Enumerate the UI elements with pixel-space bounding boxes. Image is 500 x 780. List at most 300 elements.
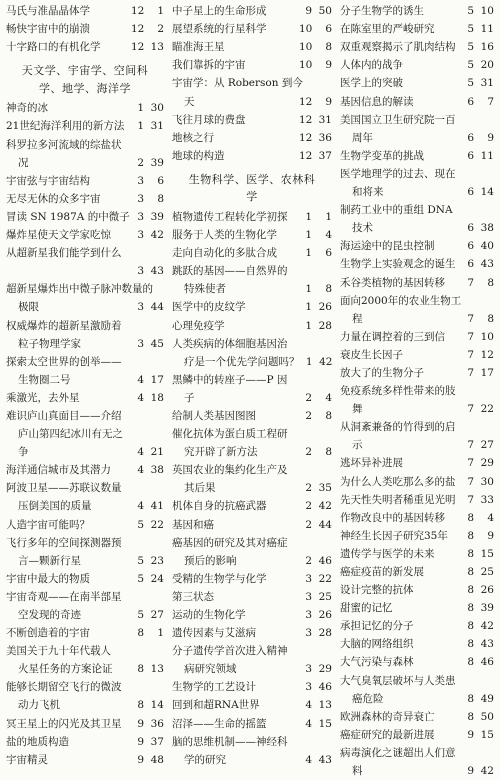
index-entry <box>172 208 332 226</box>
page-number: 25 <box>480 566 494 578</box>
issue-number: 12 <box>299 131 313 144</box>
entry-title: 病研究领域 <box>184 663 237 676</box>
index-entry <box>6 570 164 588</box>
entry-title: 在陈室里的严峻研究 <box>340 23 435 36</box>
entry-title: 人体内的战争 <box>340 59 403 72</box>
index-entry <box>172 552 332 570</box>
index-entry <box>340 527 494 545</box>
entry-title: 冥王星上的闪光及其卫星 <box>6 717 122 730</box>
entry-title: 其后果 <box>184 482 216 495</box>
entry-title: 无尽无休的众多宇宙 <box>6 192 101 205</box>
page-number: 38 <box>150 464 164 477</box>
entry-title: 宇宙学：从 Roberson 到今 <box>172 77 303 90</box>
entry-title: 黑鳞中的转座子——P 因 <box>172 373 288 386</box>
entry-title: 乘激光，去外星 <box>6 391 80 404</box>
entry-title: 脑的思维机制——神经科 <box>172 735 288 748</box>
entry-title: 第三状态 <box>172 590 214 603</box>
index-entry <box>6 244 164 262</box>
entry-title: 地球的构造 <box>172 149 225 162</box>
index-entry <box>340 310 494 328</box>
index-entry <box>172 624 332 642</box>
index-entry <box>340 183 494 201</box>
entry-title: 英国农业的集约化生产及 <box>172 464 288 477</box>
issue-number: 10 <box>299 41 313 54</box>
page-number: 6 <box>325 247 332 260</box>
issue-number: 8 <box>137 627 144 640</box>
entry-title: 宇宙中最大的物质 <box>6 572 90 585</box>
index-entry <box>340 436 494 454</box>
entry-title: 催化抗体为蛋白质工程研 <box>172 428 288 441</box>
page-number: 44 <box>150 301 164 314</box>
issue-number: 5 <box>137 609 144 621</box>
page-number: 4 <box>325 229 332 242</box>
index-entry <box>6 389 164 407</box>
page-number: 33 <box>480 493 494 506</box>
entry-title: 极限 <box>18 301 39 314</box>
issue-number: 3 <box>305 627 312 640</box>
page-number: 26 <box>318 609 332 621</box>
page-number: 17 <box>150 373 164 386</box>
issue-number: 12 <box>299 113 313 126</box>
index-entry <box>6 407 164 425</box>
entry-title: 冒读 SN 1987A 的中微子 <box>6 210 130 223</box>
entry-title: 大气污染与森林 <box>340 656 414 669</box>
index-entry <box>340 201 494 219</box>
entry-title: 大气臭氧层破坏与人类患 <box>340 674 456 687</box>
issue-number: 4 <box>305 717 312 730</box>
index-entry <box>172 678 332 696</box>
index-entry <box>6 714 164 732</box>
issue-number: 7 <box>467 457 474 470</box>
entry-title: 禾谷类植物的基因转移 <box>340 276 445 289</box>
index-entry <box>6 135 164 153</box>
issue-number: 5 <box>467 23 474 36</box>
page-number: 8 <box>487 312 494 325</box>
entry-title: 我们靠拆的宇宙 <box>172 59 246 72</box>
issue-number: 12 <box>131 23 145 36</box>
entry-title: 盐的地质构造 <box>6 735 69 748</box>
index-entry <box>340 147 494 165</box>
entry-title: 宇宙奇观——在南半部星 <box>6 590 122 603</box>
page-number: 38 <box>480 222 494 235</box>
issue-number: 2 <box>305 482 312 495</box>
page-number: 6 <box>325 23 332 36</box>
entry-title: 畅快宇宙中的崩溃 <box>6 23 90 36</box>
issue-number: 10 <box>299 23 313 36</box>
issue-number: 7 <box>467 439 474 452</box>
index-entry <box>340 273 494 291</box>
issue-number: 9 <box>467 765 474 778</box>
page-number: 4 <box>487 511 494 524</box>
index-entry <box>340 708 494 726</box>
page-number: 15 <box>318 717 332 730</box>
issue-number: 4 <box>137 446 144 459</box>
entry-title: 逃坏异补进展 <box>340 457 403 470</box>
index-entry <box>340 38 494 56</box>
entry-title: 放大了的生物分子 <box>340 366 424 379</box>
entry-title: 周年 <box>352 131 373 144</box>
page-number: 29 <box>318 663 332 676</box>
issue-number: 7 <box>467 403 474 416</box>
page-number: 46 <box>318 681 332 694</box>
page-number: 50 <box>480 710 494 723</box>
index-entry <box>340 690 494 708</box>
page-number: 24 <box>150 572 164 585</box>
index-entry <box>172 461 332 479</box>
index-entry <box>340 74 494 92</box>
issue-number: 3 <box>137 192 144 205</box>
index-entry <box>172 443 332 461</box>
index-entry <box>340 292 494 310</box>
issue-number: 8 <box>467 566 474 578</box>
index-entry <box>340 581 494 599</box>
entry-title: 从洞紊兼备的竹得到的启 <box>340 421 456 434</box>
page-number: 16 <box>480 41 494 54</box>
page-number: 1 <box>325 210 332 223</box>
page-number: 46 <box>480 656 494 669</box>
issue-number: 8 <box>137 663 144 676</box>
issue-number: 2 <box>305 500 312 513</box>
index-entry <box>6 660 164 678</box>
page-number: 20 <box>480 59 494 72</box>
page-number: 9 <box>487 131 494 144</box>
index-entry <box>340 255 494 273</box>
index-entry <box>6 226 164 244</box>
index-entry <box>340 418 494 436</box>
issue-number: 6 <box>467 186 474 199</box>
page-number: 8 <box>487 276 494 289</box>
page-number: 36 <box>318 131 332 144</box>
page-number: 43 <box>318 753 332 766</box>
index-entry <box>172 147 332 165</box>
issue-number: 3 <box>137 301 144 314</box>
entry-title: 宇宙精灵 <box>6 753 48 766</box>
entry-title: 宇宙弦与宇宙结构 <box>6 174 90 187</box>
entry-title: 展望系统的行星科学 <box>172 23 267 36</box>
index-entry <box>340 509 494 527</box>
page-number: 49 <box>480 692 494 705</box>
issue-number: 3 <box>137 337 144 350</box>
page-number: 2 <box>157 23 164 36</box>
section-heading-line: 学 <box>246 190 258 204</box>
page-number: 37 <box>318 149 332 162</box>
issue-number: 2 <box>305 409 312 422</box>
index-entry <box>340 671 494 689</box>
page-number: 9 <box>487 529 494 542</box>
page-number: 8 <box>325 446 332 459</box>
page-number: 22 <box>318 572 332 585</box>
page-number: 11 <box>480 23 494 36</box>
issue-number: 2 <box>305 554 312 567</box>
page-number: 45 <box>150 337 164 350</box>
index-entry <box>340 219 494 237</box>
issue-number: 8 <box>467 511 474 524</box>
page-number: 36 <box>150 717 164 730</box>
entry-title: 庐山第四纪冰川有无之 <box>18 428 123 441</box>
entry-title: 超新星爆炸出中微子脉冲数量的 <box>6 283 153 296</box>
entry-title: 神奇的冰 <box>6 102 48 115</box>
issue-number: 1 <box>305 319 312 332</box>
entry-title: 粒子物理学家 <box>18 337 81 350</box>
index-entry <box>172 335 332 353</box>
entry-title: 为什么人类吃那么多的盐 <box>340 475 456 488</box>
index-entry <box>6 154 164 172</box>
index-entry <box>172 56 332 74</box>
entry-title: 飞行多年的空间探测器预 <box>6 536 122 549</box>
page-number: 11 <box>480 149 494 162</box>
index-entry <box>172 38 332 56</box>
entry-title: 制药工业中的重组 DNA <box>340 204 453 217</box>
index-entry <box>340 400 494 418</box>
issue-number: 5 <box>467 59 474 72</box>
issue-number: 8 <box>467 602 474 615</box>
issue-number: 9 <box>137 735 144 748</box>
page-number: 10 <box>480 330 494 343</box>
index-entry <box>340 653 494 671</box>
page-number: 39 <box>150 156 164 169</box>
entry-title: 争 <box>18 446 29 459</box>
issue-number: 1 <box>137 120 144 133</box>
entry-title: 难识庐山真面目——介绍 <box>6 409 122 422</box>
issue-number: 4 <box>305 699 312 712</box>
page-number: 10 <box>480 5 494 18</box>
page-number: 8 <box>325 41 332 54</box>
page-number: 17 <box>480 366 494 379</box>
issue-number: 6 <box>467 149 474 162</box>
entry-title: 运动的生物化学 <box>172 609 246 621</box>
page-number: 46 <box>318 554 332 567</box>
index-entry <box>6 443 164 461</box>
entry-title: 沼泽——生命的摇篮 <box>172 717 267 730</box>
entry-title: 医学上的突破 <box>340 77 403 90</box>
index-entry <box>172 588 332 606</box>
entry-title: 人类疾病的体细胞基因治 <box>172 337 288 350</box>
entry-title: 示 <box>352 439 363 452</box>
page-number: 13 <box>318 699 332 712</box>
index-entry <box>172 696 332 714</box>
issue-number: 6 <box>467 240 474 253</box>
page-number: 8 <box>157 192 164 205</box>
issue-number: 1 <box>305 229 312 242</box>
issue-number: 7 <box>467 366 474 379</box>
index-entry <box>340 563 494 581</box>
issue-number: 3 <box>137 210 144 223</box>
entry-title: 癌危险 <box>352 692 384 705</box>
entry-title: 料 <box>352 765 363 778</box>
index-entry <box>340 617 494 635</box>
issue-number: 9 <box>305 5 312 18</box>
index-entry <box>172 642 332 660</box>
section-heading-line: 学、地学、海洋学 <box>39 81 131 95</box>
index-entry <box>340 491 494 509</box>
index-entry <box>172 2 332 20</box>
index-column-2 <box>172 2 333 766</box>
index-entry <box>172 407 332 425</box>
issue-number: 8 <box>467 656 474 669</box>
index-entry <box>6 335 164 353</box>
issue-number: 1 <box>305 301 312 314</box>
entry-title: 动力飞机 <box>18 699 60 712</box>
section-heading-line: 天文学、宇宙学、空间科 <box>21 64 149 78</box>
issue-number: 4 <box>137 391 144 404</box>
page-number: 26 <box>318 301 332 314</box>
page-number: 14 <box>150 699 164 712</box>
index-entry <box>340 165 494 183</box>
issue-number: 5 <box>467 5 474 18</box>
index-entry <box>172 534 332 552</box>
entry-title: 海洋通信城市及其潜力 <box>6 464 111 477</box>
index-entry <box>172 316 332 334</box>
issue-number: 1 <box>137 102 144 115</box>
page-number: 28 <box>318 627 332 640</box>
index-entry <box>340 328 494 346</box>
index-entry <box>6 678 164 696</box>
index-entry <box>6 461 164 479</box>
entry-title: 植物遗传工程转化学初探 <box>172 210 288 223</box>
issue-number: 3 <box>305 681 312 694</box>
page-number: 39 <box>150 210 164 223</box>
entry-title: 癌基因的研究及其对癌症 <box>172 536 288 549</box>
issue-number: 4 <box>137 464 144 477</box>
issue-number: 8 <box>467 547 474 560</box>
index-entry <box>6 515 164 533</box>
entry-title: 癌症研究的最新进展 <box>340 728 435 741</box>
issue-number: 5 <box>137 554 144 567</box>
entry-title: 美国关于九十年代载人 <box>6 645 111 658</box>
page-number: 8 <box>325 283 332 296</box>
index-entry <box>6 534 164 552</box>
page-number: 42 <box>319 355 333 368</box>
page-number: 15 <box>480 728 494 741</box>
page-number: 41 <box>150 500 164 513</box>
entry-title: 设计完整的抗体 <box>340 584 414 597</box>
entry-title: 况 <box>18 156 29 169</box>
entry-title: 服务于人类的生物化学 <box>172 229 277 242</box>
index-entry <box>172 479 332 497</box>
entry-title: 空发现的奇迹 <box>18 609 81 621</box>
entry-title: 生物学的工艺设计 <box>172 681 256 694</box>
entry-title: 子 <box>184 391 195 404</box>
page-number: 6 <box>157 174 164 187</box>
index-entry <box>340 92 494 110</box>
entry-title: 跳跃的基因——自然界的 <box>172 265 288 278</box>
issue-number: 3 <box>305 572 312 585</box>
entry-title: 探索太空世界的创举—— <box>6 355 122 368</box>
entry-title: 火星任务的方案论证 <box>18 663 113 676</box>
page-number: 50 <box>318 5 332 18</box>
index-entry <box>6 606 164 624</box>
section-heading <box>6 56 164 99</box>
issue-number: 6 <box>467 222 474 235</box>
issue-number: 7 <box>467 276 474 289</box>
index-entry <box>340 382 494 400</box>
index-column-3 <box>340 2 494 778</box>
page-number: 9 <box>325 59 332 72</box>
entry-title: 阿波卫星——苏联议数量 <box>6 482 122 495</box>
page-number: 39 <box>480 602 494 615</box>
index-entry <box>172 111 332 129</box>
issue-number: 7 <box>467 312 474 325</box>
entry-title: 舞 <box>352 403 363 416</box>
entry-title: 双重观察揭示了肌肉结构 <box>340 41 456 54</box>
index-entry <box>6 733 164 751</box>
issue-number: 3 <box>305 590 312 603</box>
index-entry <box>172 389 332 407</box>
entry-title: 言—颗新行星 <box>18 554 81 567</box>
entry-title: 中子星上的生命形成 <box>172 5 267 18</box>
issue-number: 12 <box>299 149 313 162</box>
page-number: 43 <box>150 265 164 278</box>
issue-number: 1 <box>305 355 313 368</box>
entry-title: 衰皮生长因子 <box>340 348 403 361</box>
entry-title: 生物学变革的挑战 <box>340 149 424 162</box>
page-number: 13 <box>150 663 164 676</box>
entry-title: 爆炸星使天文学家吃惊 <box>6 229 111 242</box>
index-entry <box>172 353 332 371</box>
page-number: 42 <box>480 620 494 633</box>
entry-title: 程 <box>352 312 363 325</box>
index-entry <box>172 92 332 110</box>
index-entry <box>172 371 332 389</box>
index-entry <box>6 172 164 190</box>
entry-title: 神经生长因子研究35年 <box>340 529 448 542</box>
issue-number: 3 <box>305 609 312 621</box>
index-entry <box>172 244 332 262</box>
entry-title: 权威爆炸的超新星激励着 <box>6 319 122 332</box>
page-number: 44 <box>318 518 332 531</box>
index-entry <box>340 545 494 563</box>
issue-number: 6 <box>467 258 474 271</box>
page-number: 30 <box>480 475 494 488</box>
page-number: 22 <box>480 403 494 416</box>
entry-title: 甜蜜的记忆 <box>340 602 393 615</box>
issue-number: 1 <box>305 283 312 296</box>
index-entry <box>340 346 494 364</box>
page-number: 21 <box>150 446 164 459</box>
issue-number: 4 <box>305 753 312 766</box>
index-entry <box>6 190 164 208</box>
entry-title: 遗传学与医学的未来 <box>340 547 435 560</box>
issue-number: 5 <box>137 572 144 585</box>
issue-number: 6 <box>467 131 474 144</box>
index-entry <box>340 726 494 744</box>
section-heading-line: 生物科学、医学、农林科 <box>188 172 316 186</box>
entry-title: 医学地理学的过去、现在 <box>340 167 456 180</box>
page-number: 29 <box>480 457 494 470</box>
page-number: 48 <box>150 753 164 766</box>
issue-number: 2 <box>137 156 144 169</box>
index-entry <box>6 117 164 135</box>
issue-number: 5 <box>467 77 474 90</box>
issue-number: 7 <box>467 348 474 361</box>
entry-title: 生物学上实验观念的诞生 <box>340 258 456 271</box>
issue-number: 7 <box>467 475 474 488</box>
index-entry <box>6 316 164 334</box>
entry-title: 疗是一个优先学问题吗？ <box>184 355 300 368</box>
page-number: 15 <box>480 547 494 560</box>
page-number: 31 <box>318 113 332 126</box>
index-entry <box>172 570 332 588</box>
page-number: 13 <box>150 41 164 54</box>
issue-number: 2 <box>305 446 312 459</box>
index-entry <box>340 2 494 20</box>
entry-title: 欧洲森林的奇异衰亡 <box>340 710 435 723</box>
page-number: 42 <box>150 229 164 242</box>
entry-title: 基因和癌 <box>172 518 214 531</box>
page-number: 9 <box>325 95 332 108</box>
page-number: 1 <box>157 5 164 18</box>
entry-title: 机体自身的抗癌武器 <box>172 500 267 513</box>
